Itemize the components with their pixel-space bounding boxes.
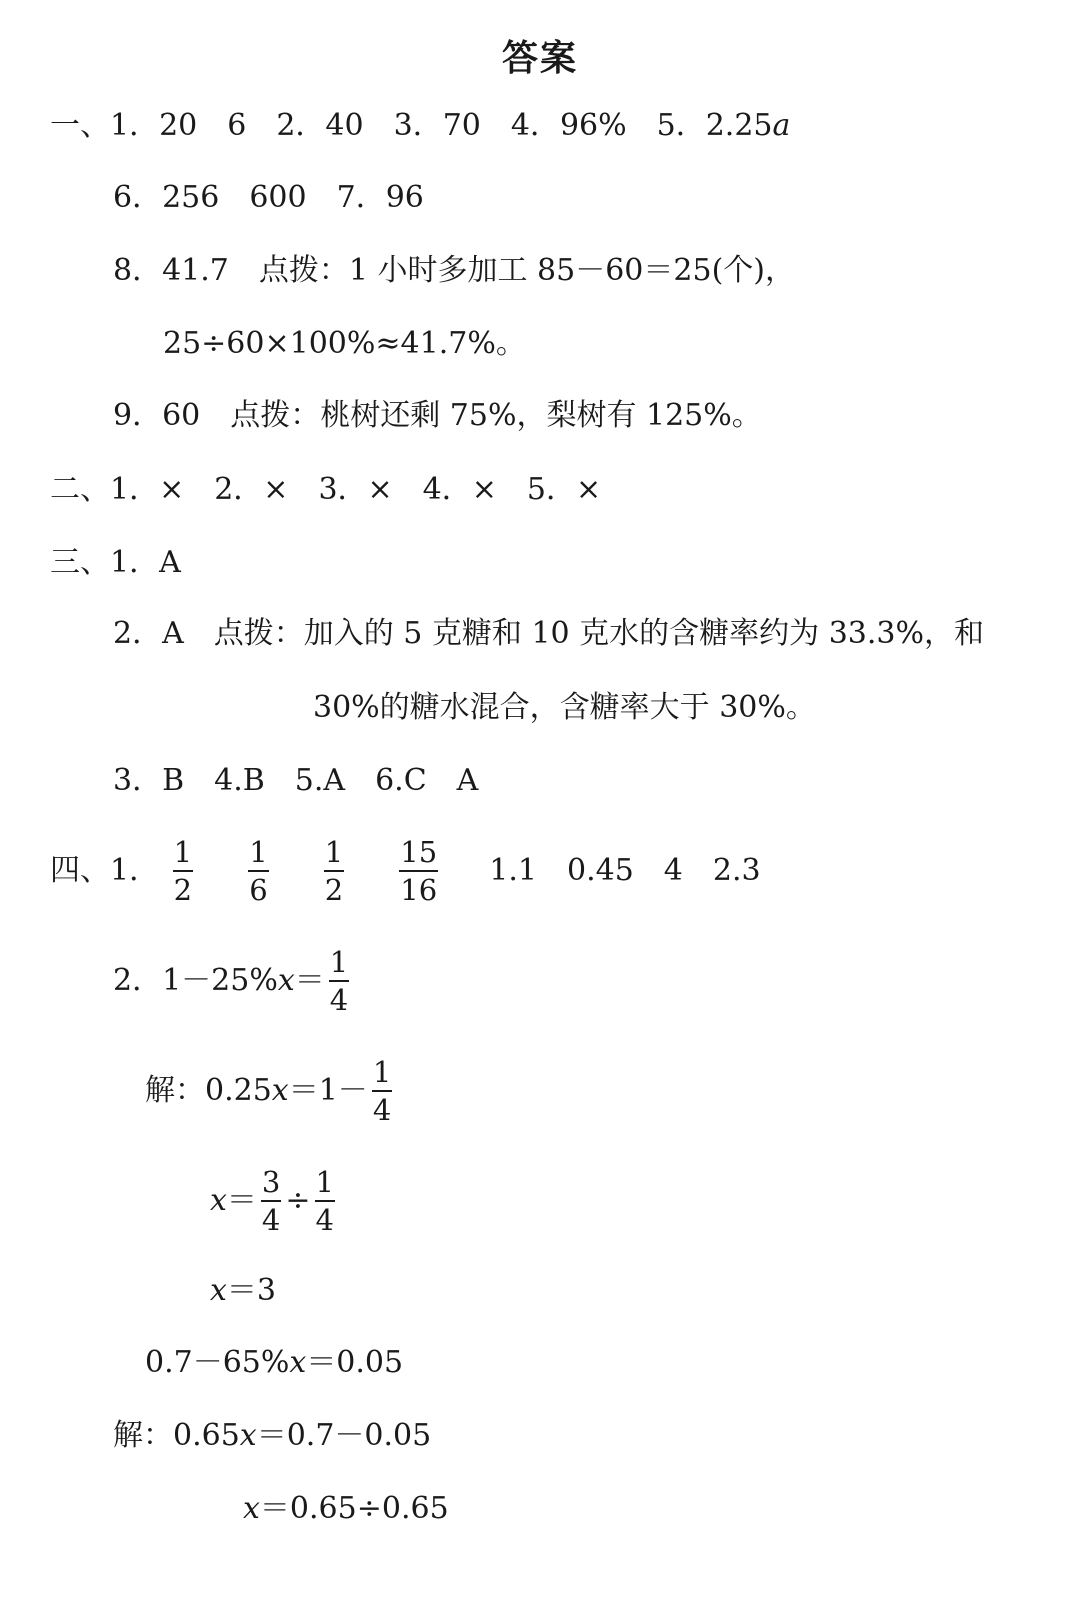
- equation-text: ＝0.05: [306, 1345, 404, 1380]
- solution-text: ＝1－: [288, 1073, 368, 1108]
- divide-sign: ÷: [285, 1183, 311, 1218]
- solution-step-2: [210, 1271, 276, 1311]
- fraction: $\frac{3}{4}$: [261, 1165, 281, 1237]
- equation-text: 2．1－25%: [113, 963, 278, 998]
- solution-step-3: [243, 1489, 449, 1529]
- variable-x: x: [210, 1273, 227, 1308]
- solution-1: [145, 1050, 396, 1130]
- section-3-line-3: 30%的糖水混合，含糖率大于 30%。: [313, 690, 816, 725]
- equation-2: [145, 1343, 403, 1383]
- section-3-line-2: 2．A 点拨：加入的 5 克糖和 10 克水的含糖率约为 33.3%，和: [113, 616, 984, 651]
- section-3-line-1: 三、1．A: [50, 545, 181, 580]
- solution-text: ＝0.65÷0.65: [259, 1491, 449, 1526]
- page-title: 答案: [501, 38, 578, 79]
- fraction: $\frac{1}{2}$: [324, 835, 344, 907]
- section-2-line: 二、1．× 2．× 3．× 4．× 5．×: [50, 472, 602, 507]
- fraction: $\frac{1}{4}$: [372, 1055, 392, 1127]
- fraction: $\frac{15}{16}$: [400, 835, 438, 907]
- section-4-prefix: 四、1．: [50, 853, 160, 888]
- section-3-line-4: 3．B 4.B 5.A 6.C A: [113, 763, 479, 798]
- fraction: $\frac{1}{4}$: [315, 1165, 334, 1237]
- solution-2: [113, 1416, 431, 1456]
- answer-line-1: [50, 106, 790, 146]
- solution-text: 解：0.65: [113, 1418, 240, 1453]
- equation-text: 0.7－65%: [145, 1345, 290, 1380]
- variable-x: x: [271, 1073, 289, 1108]
- variable-x: x: [243, 1491, 260, 1526]
- fraction: $\frac{1}{6}$: [249, 835, 268, 907]
- equals-sign: ＝: [226, 1183, 257, 1218]
- section-4-line-1: [50, 830, 761, 910]
- answer-line-3: 8．41.7 点拨：1 小时多加工 85－60＝25(个)，: [113, 253, 795, 288]
- solution-step-1: [210, 1160, 339, 1240]
- equation-1: [113, 940, 353, 1020]
- variable-a: a: [772, 108, 791, 143]
- fraction: $\frac{1}{2}$: [173, 835, 193, 907]
- answer-line-5: 9．60 点拨：桃树还剩 75%，梨树有 125%。: [113, 398, 762, 433]
- answer-text: 一、1．20 6 2．40 3．70 4．96% 5．2.25: [50, 108, 773, 143]
- fraction: $\frac{1}{4}$: [329, 945, 349, 1017]
- equals-sign: ＝: [294, 963, 325, 998]
- solution-text: 解：0.25: [145, 1073, 272, 1108]
- answer-line-2: 6．256 600 7．96: [113, 180, 424, 215]
- variable-x: x: [277, 963, 295, 998]
- solution-text: ＝3: [226, 1273, 277, 1308]
- answer-line-4: 25÷60×100%≈41.7%。: [163, 326, 526, 361]
- variable-x: x: [239, 1418, 257, 1453]
- solution-text: ＝0.7－0.05: [256, 1418, 432, 1453]
- variable-x: x: [210, 1183, 227, 1218]
- variable-x: x: [289, 1345, 307, 1380]
- section-4-values: 1.1 0.45 4 2.3: [489, 853, 761, 888]
